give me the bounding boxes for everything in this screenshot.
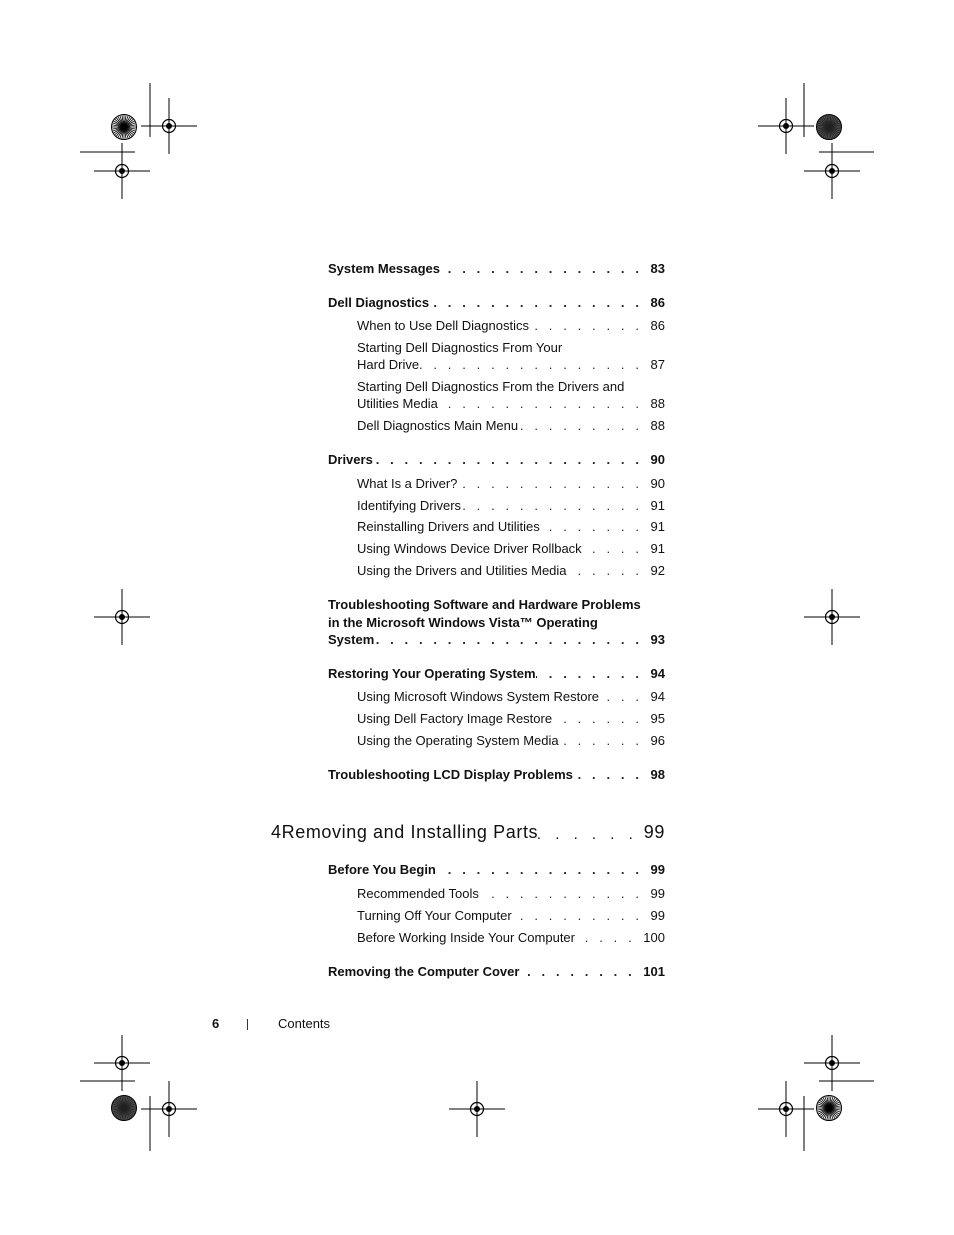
toc-subentry-page: 95: [650, 711, 665, 726]
toc-entry-page: 93: [650, 632, 665, 647]
toc-subentry-title: Turning Off Your Computer: [357, 908, 512, 923]
dot-leader: [567, 562, 643, 579]
toc-subentry-title-line[interactable]: Starting Dell Diagnostics From the Drivers and: [357, 379, 625, 394]
dot-leader: [512, 907, 643, 924]
dot-leader: [573, 766, 643, 783]
toc-subentry-title: When to Use Dell Diagnostics: [357, 318, 529, 333]
dot-leader: [559, 732, 643, 749]
dot-leader: [461, 497, 642, 514]
dot-leader: [540, 518, 643, 535]
toc-subentry[interactable]: [357, 518, 665, 535]
dot-leader: [536, 665, 643, 682]
toc-subentry[interactable]: [357, 356, 665, 373]
toc-chapter-entry[interactable]: [271, 822, 665, 843]
toc-subentry-title: Using the Operating System Media: [357, 733, 559, 748]
toc-subentry-title-line[interactable]: Starting Dell Diagnostics From Your: [357, 340, 563, 355]
toc-entry-page: 94: [650, 666, 665, 681]
toc-subentry-title: What Is a Driver?: [357, 476, 458, 491]
dot-leader: [457, 475, 642, 492]
dot-leader: [429, 294, 642, 311]
dot-leader: [582, 540, 643, 557]
toc-subentry-page: 99: [650, 886, 665, 901]
chapter-number: 4: [271, 822, 282, 842]
dot-leader: [440, 260, 643, 277]
toc-entry-title-line[interactable]: in the Microsoft Windows Vista™ Operating: [328, 615, 598, 630]
dot-leader: [438, 395, 643, 412]
toc-subentry-page: 90: [650, 476, 665, 491]
dot-leader: [575, 929, 635, 946]
toc-entry[interactable]: [328, 861, 665, 878]
crosshair-dot: [119, 168, 125, 174]
dot-leader: [419, 356, 642, 373]
toc-subentry[interactable]: [357, 417, 665, 434]
toc-subentry[interactable]: [357, 929, 665, 946]
crosshair-dot: [119, 1060, 125, 1066]
toc-subentry-title: Using the Drivers and Utilities Media: [357, 563, 567, 578]
crosshair-dot: [829, 168, 835, 174]
toc-subentry-title: Dell Diagnostics Main Menu: [357, 418, 519, 433]
toc-subentry-title: Hard Drive: [357, 357, 420, 372]
footer-separator: [247, 1019, 248, 1030]
toc-entry-title: Dell Diagnostics: [328, 295, 430, 310]
toc-subentry[interactable]: [357, 475, 665, 492]
toc-subentry[interactable]: [357, 710, 665, 727]
toc-entry[interactable]: [328, 294, 665, 311]
toc-subentry-page: 88: [650, 396, 665, 411]
toc-entry[interactable]: [328, 451, 665, 468]
toc-subentry-page: 96: [650, 733, 665, 748]
toc-entry-title: Removing the Computer Cover: [328, 964, 520, 979]
toc-subentry[interactable]: [357, 732, 665, 749]
crosshair-dot: [474, 1106, 480, 1112]
chapter-page: 99: [643, 822, 665, 842]
dot-leader: [479, 885, 643, 902]
toc-subentry-title: Identifying Drivers: [357, 498, 462, 513]
toc-entry[interactable]: [328, 766, 665, 783]
toc-subentry-page: 91: [650, 498, 665, 513]
dot-leader: [373, 451, 643, 468]
dot-leader: [538, 826, 638, 843]
toc-subentry-page: 91: [650, 541, 665, 556]
dot-leader: [599, 688, 643, 705]
footer-page-number: 6: [212, 1016, 220, 1031]
toc-subentry-title: Reinstalling Drivers and Utilities: [357, 519, 540, 534]
toc-subentry-title: Utilities Media: [357, 396, 438, 411]
toc-subentry[interactable]: [357, 562, 665, 579]
toc-entry[interactable]: [328, 665, 665, 682]
toc-subentry-title: Before Working Inside Your Computer: [357, 930, 575, 945]
toc-entry[interactable]: [328, 631, 665, 648]
toc-subentry[interactable]: [357, 885, 665, 902]
toc-entry-title: System: [328, 632, 375, 647]
toc-subentry-page: 99: [650, 908, 665, 923]
crosshair-dot: [166, 1106, 172, 1112]
toc-entry-title: Restoring Your Operating System: [328, 666, 536, 681]
toc-entry-page: 99: [650, 862, 665, 877]
dot-leader: [552, 710, 642, 727]
toc-subentry-title: Recommended Tools: [357, 886, 479, 901]
chapter-title: Removing and Installing Parts: [281, 822, 539, 842]
toc-entry-page: 98: [650, 767, 665, 782]
toc-subentry[interactable]: [357, 395, 665, 412]
toc-entry-page: 83: [650, 261, 665, 276]
toc-subentry-title: Using Microsoft Windows System Restore: [357, 689, 600, 704]
toc-entry-title: System Messages: [328, 261, 441, 276]
crosshair-dot: [829, 614, 835, 620]
dot-leader: [519, 963, 635, 980]
toc-entry-title: Troubleshooting LCD Display Problems: [328, 767, 573, 782]
toc-subentry-page: 88: [650, 418, 665, 433]
toc-subentry-page: 92: [650, 563, 665, 578]
toc-subentry[interactable]: [357, 907, 665, 924]
toc-subentry-page: 86: [650, 318, 665, 333]
dot-leader: [374, 631, 642, 648]
toc-subentry-page: 87: [650, 357, 665, 372]
crosshair-dot: [783, 1106, 789, 1112]
toc-subentry[interactable]: [357, 317, 665, 334]
dot-leader: [529, 317, 643, 334]
toc-entry-title-line[interactable]: Troubleshooting Software and Hardware Problems: [328, 597, 641, 612]
toc-entry-title: Before You Begin: [328, 862, 436, 877]
toc-subentry-page: 91: [650, 519, 665, 534]
crosshair-dot: [829, 1060, 835, 1066]
toc-entry-title: Drivers: [328, 452, 373, 467]
toc-entry-page: 86: [650, 295, 665, 310]
toc-entry-page: 90: [650, 452, 665, 467]
toc-subentry-title: Using Dell Factory Image Restore: [357, 711, 553, 726]
footer-label: Contents: [278, 1016, 331, 1031]
crosshair-dot: [119, 614, 125, 620]
toc-entry[interactable]: [328, 260, 665, 277]
toc-entry-page: 101: [643, 964, 665, 979]
dot-leader: [518, 417, 642, 434]
toc-subentry[interactable]: [357, 688, 665, 705]
toc-subentry-page: 94: [650, 689, 665, 704]
toc-subentry-page: 100: [643, 930, 665, 945]
toc-subentry[interactable]: [357, 497, 665, 514]
toc-subentry-title: Using Windows Device Driver Rollback: [357, 541, 582, 556]
toc-entry[interactable]: [328, 963, 665, 980]
toc-subentry[interactable]: [357, 540, 665, 557]
crosshair-dot: [166, 123, 172, 129]
dot-leader: [436, 861, 643, 878]
crosshair-dot: [783, 123, 789, 129]
